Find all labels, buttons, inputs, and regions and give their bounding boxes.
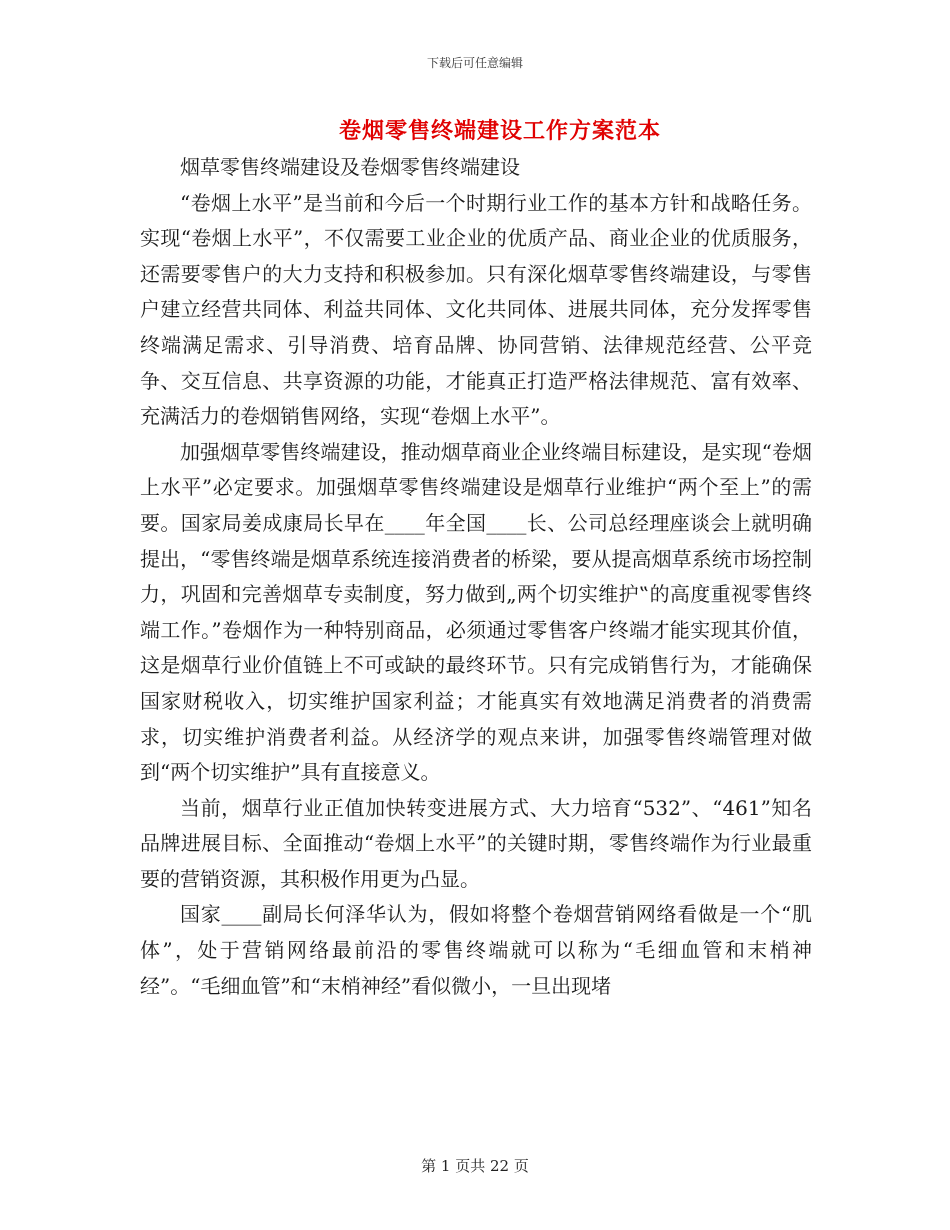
paragraph: 国家____副局长何泽华认为，假如将整个卷烟营销网络看做是一个“肌体”，处于营销网络最前沿的零售终端就可以称为“毛细血管和末梢神经”。“毛细血管”和“末梢神经”看似微小，一旦出现堵 [140,902,812,998]
paragraph-subtitle: 烟草零售终端建设及卷烟零售终端建设 [180,155,520,179]
paragraph: 加强烟草零售终端建设，推动烟草商业企业终端目标建设，是实现“卷烟上水平”必定要求。加强烟草零售终端建设是烟草行业维护“两个至上”的需要。国家局姜成康局长早在____年全国____长、公司总经理座谈会上就明确提出，“零售终端是烟草系统连接消费者的桥梁，要从提高烟草系统市场控制力，巩固和完善烟草专卖制度，努力做到„两个切实维护‟的高度重视零售终端工作。”卷烟作为一种特别商品，必须通过零售客户终端才能实现其价值，这是烟草行业价值链上不可或缺的最终环节。只有完成销售行为，才能确保国家财税收入，切实维护国家利益；才能真实有效地满足消费者的消费需求，切实维护消费者利益。从经济学的观点来讲，加强零售终端管理对做到“两个切实维护”具有直接意义。 [140,439,812,785]
page-header-note: 下载后可任意编辑 [426,56,523,70]
document-title: 卷烟零售终端建设工作方案范本 [338,118,661,144]
document-body [140,150,812,1004]
paragraph: 当前，烟草行业正值加快转变进展方式、大力培育“532”、“461”知名品牌进展目标、全面推动“卷烟上水平”的关键时期，零售终端作为行业最重要的营销资源，其积极作用更为凸显。 [140,795,812,891]
page-number: 第 1 页共 22 页 [421,1157,529,1175]
paragraph: “卷烟上水平”是当前和今后一个时期行业工作的基本方针和战略任务。实现“卷烟上水平”，不仅需要工业企业的优质产品、商业企业的优质服务，还需要零售户的大力支持和积极参加。只有深化烟草零售终端建设，与零售户建立经营共同体、利益共同体、文化共同体、进展共同体，充分发挥零售终端满足需求、引导消费、培育品牌、协同营销、法律规范经营、公平竞争、交互信息、共享资源的功能，才能真正打造严格法律规范、富有效率、充满活力的卷烟销售网络，实现“卷烟上水平”。 [140,190,812,429]
